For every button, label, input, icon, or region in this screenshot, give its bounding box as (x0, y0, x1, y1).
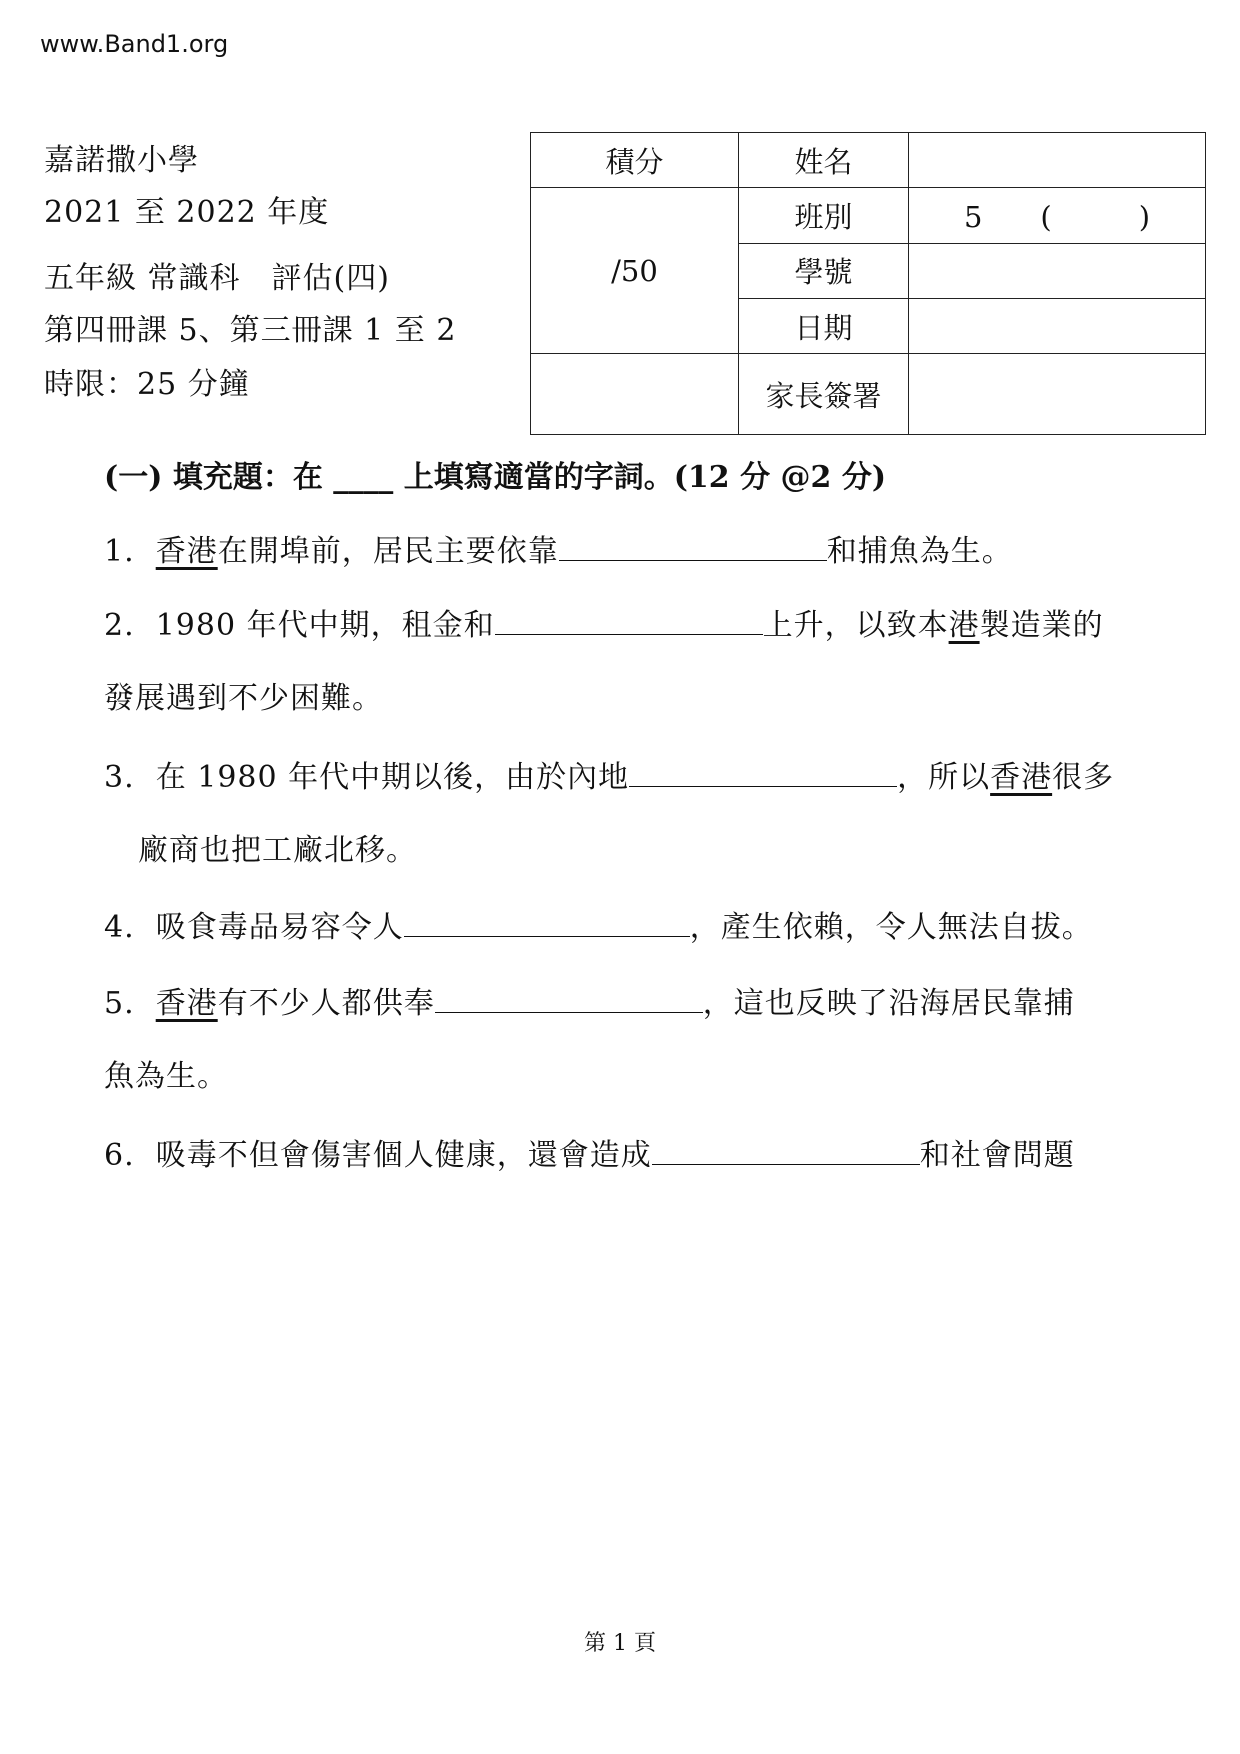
name-field[interactable] (909, 133, 1206, 188)
q4-text-a: 吸食毒品易容令人 (155, 910, 404, 945)
question-5-line2: 魚為生。 (104, 1059, 228, 1094)
q4-text-b: ，產生依賴，令人無法自拔。 (689, 910, 1093, 945)
question-2-line2: 發展遇到不少困難。 (104, 681, 383, 716)
q3-text-a: 在 1980 年代中期以後，由於內地 (155, 760, 630, 795)
q1-number: 1. (104, 534, 135, 569)
student-info-table (530, 132, 1206, 435)
q5-place: 香港 (155, 986, 218, 1021)
q5-text-b: ，這也反映了沿海居民靠捕 (702, 986, 1075, 1021)
number-label: 學號 (739, 243, 909, 298)
q1-place: 香港 (155, 534, 218, 569)
question-5 (104, 986, 1075, 1019)
syllabus-scope: 第四冊課 5、第三冊課 1 至 2 (44, 313, 457, 348)
q5-text-a: 有不少人都供奉 (217, 986, 435, 1021)
class-field[interactable]: 5 ( ) (909, 188, 1206, 243)
school-name: 嘉諾撒小學 (44, 143, 199, 178)
q3-text-c: 很多 (1052, 760, 1115, 795)
page-number: 第 1 頁 (584, 1631, 656, 1656)
parent-sign-label: 家長簽署 (739, 354, 909, 435)
q6-number: 6. (104, 1138, 135, 1173)
q3-blank[interactable] (629, 760, 897, 787)
number-field[interactable] (909, 243, 1206, 298)
q3-place: 香港 (990, 760, 1053, 795)
q2-text-c: 製造業的 (979, 608, 1104, 643)
q2-place: 港 (948, 608, 980, 643)
school-year: 2021 至 2022 年度 (44, 195, 330, 230)
class-label: 班別 (739, 188, 909, 243)
site-url: www.Band1.org (40, 30, 229, 58)
score-label: 積分 (531, 133, 739, 188)
parent-sign-field[interactable] (909, 354, 1206, 435)
score-box[interactable]: /50 (531, 188, 739, 354)
question-2 (104, 608, 1104, 641)
question-1 (104, 534, 1013, 567)
q1-text-b: 和捕魚為生。 (826, 534, 1013, 569)
q2-number: 2. (104, 608, 135, 643)
question-6 (104, 1138, 1075, 1171)
q6-blank[interactable] (652, 1138, 920, 1165)
q1-text-a: 在開埠前，居民主要依靠 (217, 534, 559, 569)
empty-cell (531, 354, 739, 435)
name-label: 姓名 (739, 133, 909, 188)
question-3-line2: 廠商也把工廠北移。 (138, 833, 417, 868)
q5-number: 5. (104, 986, 135, 1021)
time-limit: 時限：25 分鐘 (44, 367, 250, 402)
date-field[interactable] (909, 299, 1206, 354)
q5-blank[interactable] (435, 986, 703, 1013)
q6-text-a: 吸毒不但會傷害個人健康，還會造成 (155, 1138, 652, 1173)
q2-blank[interactable] (495, 608, 763, 635)
q3-number: 3. (104, 760, 135, 795)
q4-number: 4. (104, 910, 135, 945)
subject-title: 五年級 常識科 評估(四) (44, 261, 390, 296)
question-4 (104, 910, 1093, 943)
q1-blank[interactable] (559, 534, 827, 561)
q4-blank[interactable] (404, 910, 690, 937)
question-3 (104, 760, 1114, 793)
q2-text-a: 1980 年代中期，租金和 (155, 608, 495, 643)
date-label: 日期 (739, 299, 909, 354)
q6-text-b: 和社會問題 (919, 1138, 1075, 1173)
section-title: (一) 填充題：在 ____ 上填寫適當的字詞。(12 分 @2 分) (104, 460, 887, 495)
q3-text-b: ，所以 (897, 760, 991, 795)
q2-text-b: 上升，以致本 (762, 608, 949, 643)
